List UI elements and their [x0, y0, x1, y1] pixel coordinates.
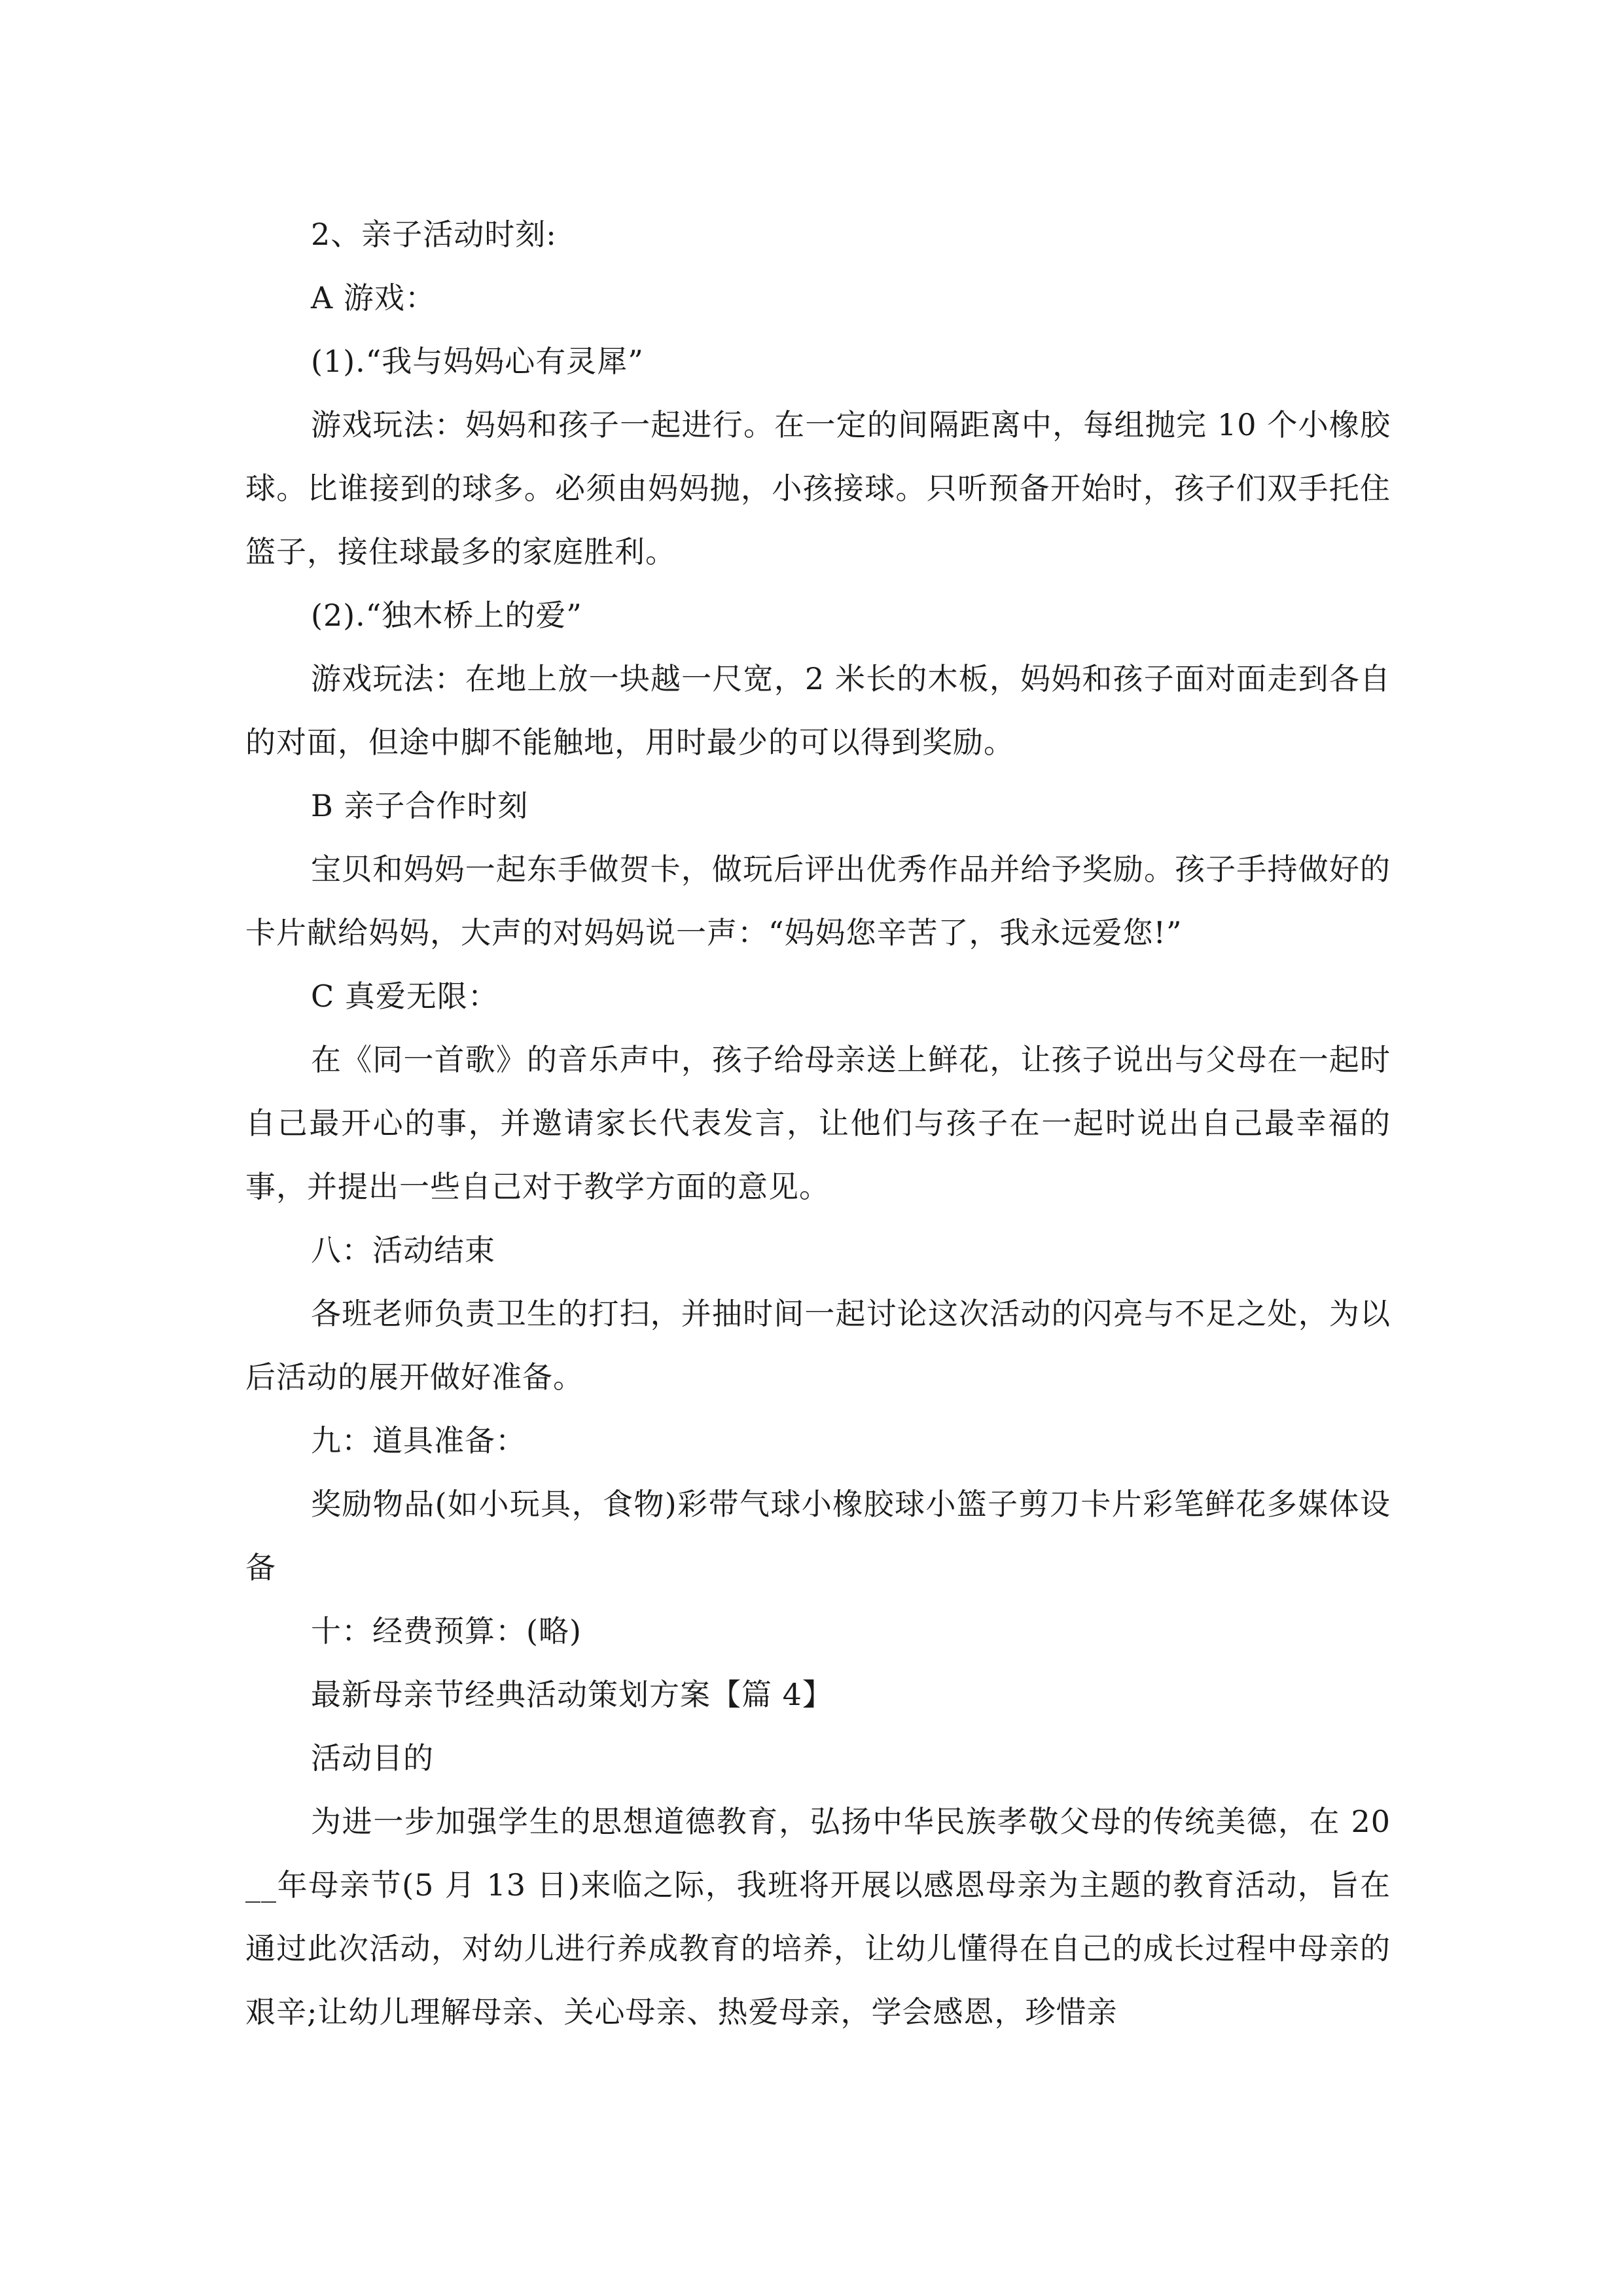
section-heading: C 真爱无限：	[311, 978, 499, 1014]
section-heading: A 游戏：	[311, 280, 436, 315]
document-body	[245, 203, 1391, 2044]
section-heading: 2、亲子活动时刻:	[311, 217, 557, 252]
body-paragraph: 各班老师负责卫生的打扫，并抽时间一起讨论这次活动的闪亮与不足之处，为以后活动的展开做好准备。	[245, 1296, 1391, 1395]
game-title: (1).“我与妈妈心有灵犀”	[311, 344, 644, 379]
article-title: 最新母亲节经典活动策划方案【篇 4】	[311, 1677, 833, 1712]
body-paragraph: 宝贝和妈妈一起东手做贺卡，做玩后评出优秀作品并给予奖励。孩子手持做好的卡片献给妈妈，大声的对妈妈说一声：“妈妈您辛苦了，我永远爱您!”	[245, 852, 1391, 950]
body-paragraph: 游戏玩法：妈妈和孩子一起进行。在一定的间隔距离中，每组抛完 10 个小橡胶球。比谁接到的球多。必须由妈妈抛，小孩接球。只听预备开始时，孩子们双手托住篮子，接住球最多的家庭胜利。	[245, 407, 1391, 569]
section-heading: 十：经费预算：(略)	[311, 1613, 582, 1649]
body-paragraph: 游戏玩法：在地上放一块越一尺宽，2 米长的木板，妈妈和孩子面对面走到各自的对面，但途中脚不能触地，用时最少的可以得到奖励。	[245, 661, 1391, 760]
section-heading: 八：活动结束	[311, 1232, 495, 1268]
body-paragraph: 奖励物品(如小玩具，食物)彩带气球小橡胶球小篮子剪刀卡片彩笔鲜花多媒体设备	[245, 1486, 1391, 1585]
section-heading: B 亲子合作时刻	[311, 788, 529, 823]
game-title: (2).“独木桥上的爱”	[311, 598, 582, 633]
section-heading: 活动目的	[311, 1740, 434, 1776]
body-paragraph: 为进一步加强学生的思想道德教育，弘扬中华民族孝敬父母的传统美德，在 20__年母亲节(5 月 13 日)来临之际，我班将开展以感恩母亲为主题的教育活动，旨在通过此次活动，对幼儿进行养成教育的培养，让幼儿懂得在自己的成长过程中母亲的艰辛;让幼儿理解母亲、关心母亲、热爱母亲，学会感恩，珍惜亲	[245, 1804, 1391, 2030]
body-paragraph: 在《同一首歌》的音乐声中，孩子给母亲送上鲜花，让孩子说出与父母在一起时自己最开心的事，并邀请家长代表发言，让他们与孩子在一起时说出自己最幸福的事，并提出一些自己对于教学方面的意见。	[245, 1042, 1391, 1204]
section-heading: 九：道具准备：	[311, 1423, 526, 1458]
